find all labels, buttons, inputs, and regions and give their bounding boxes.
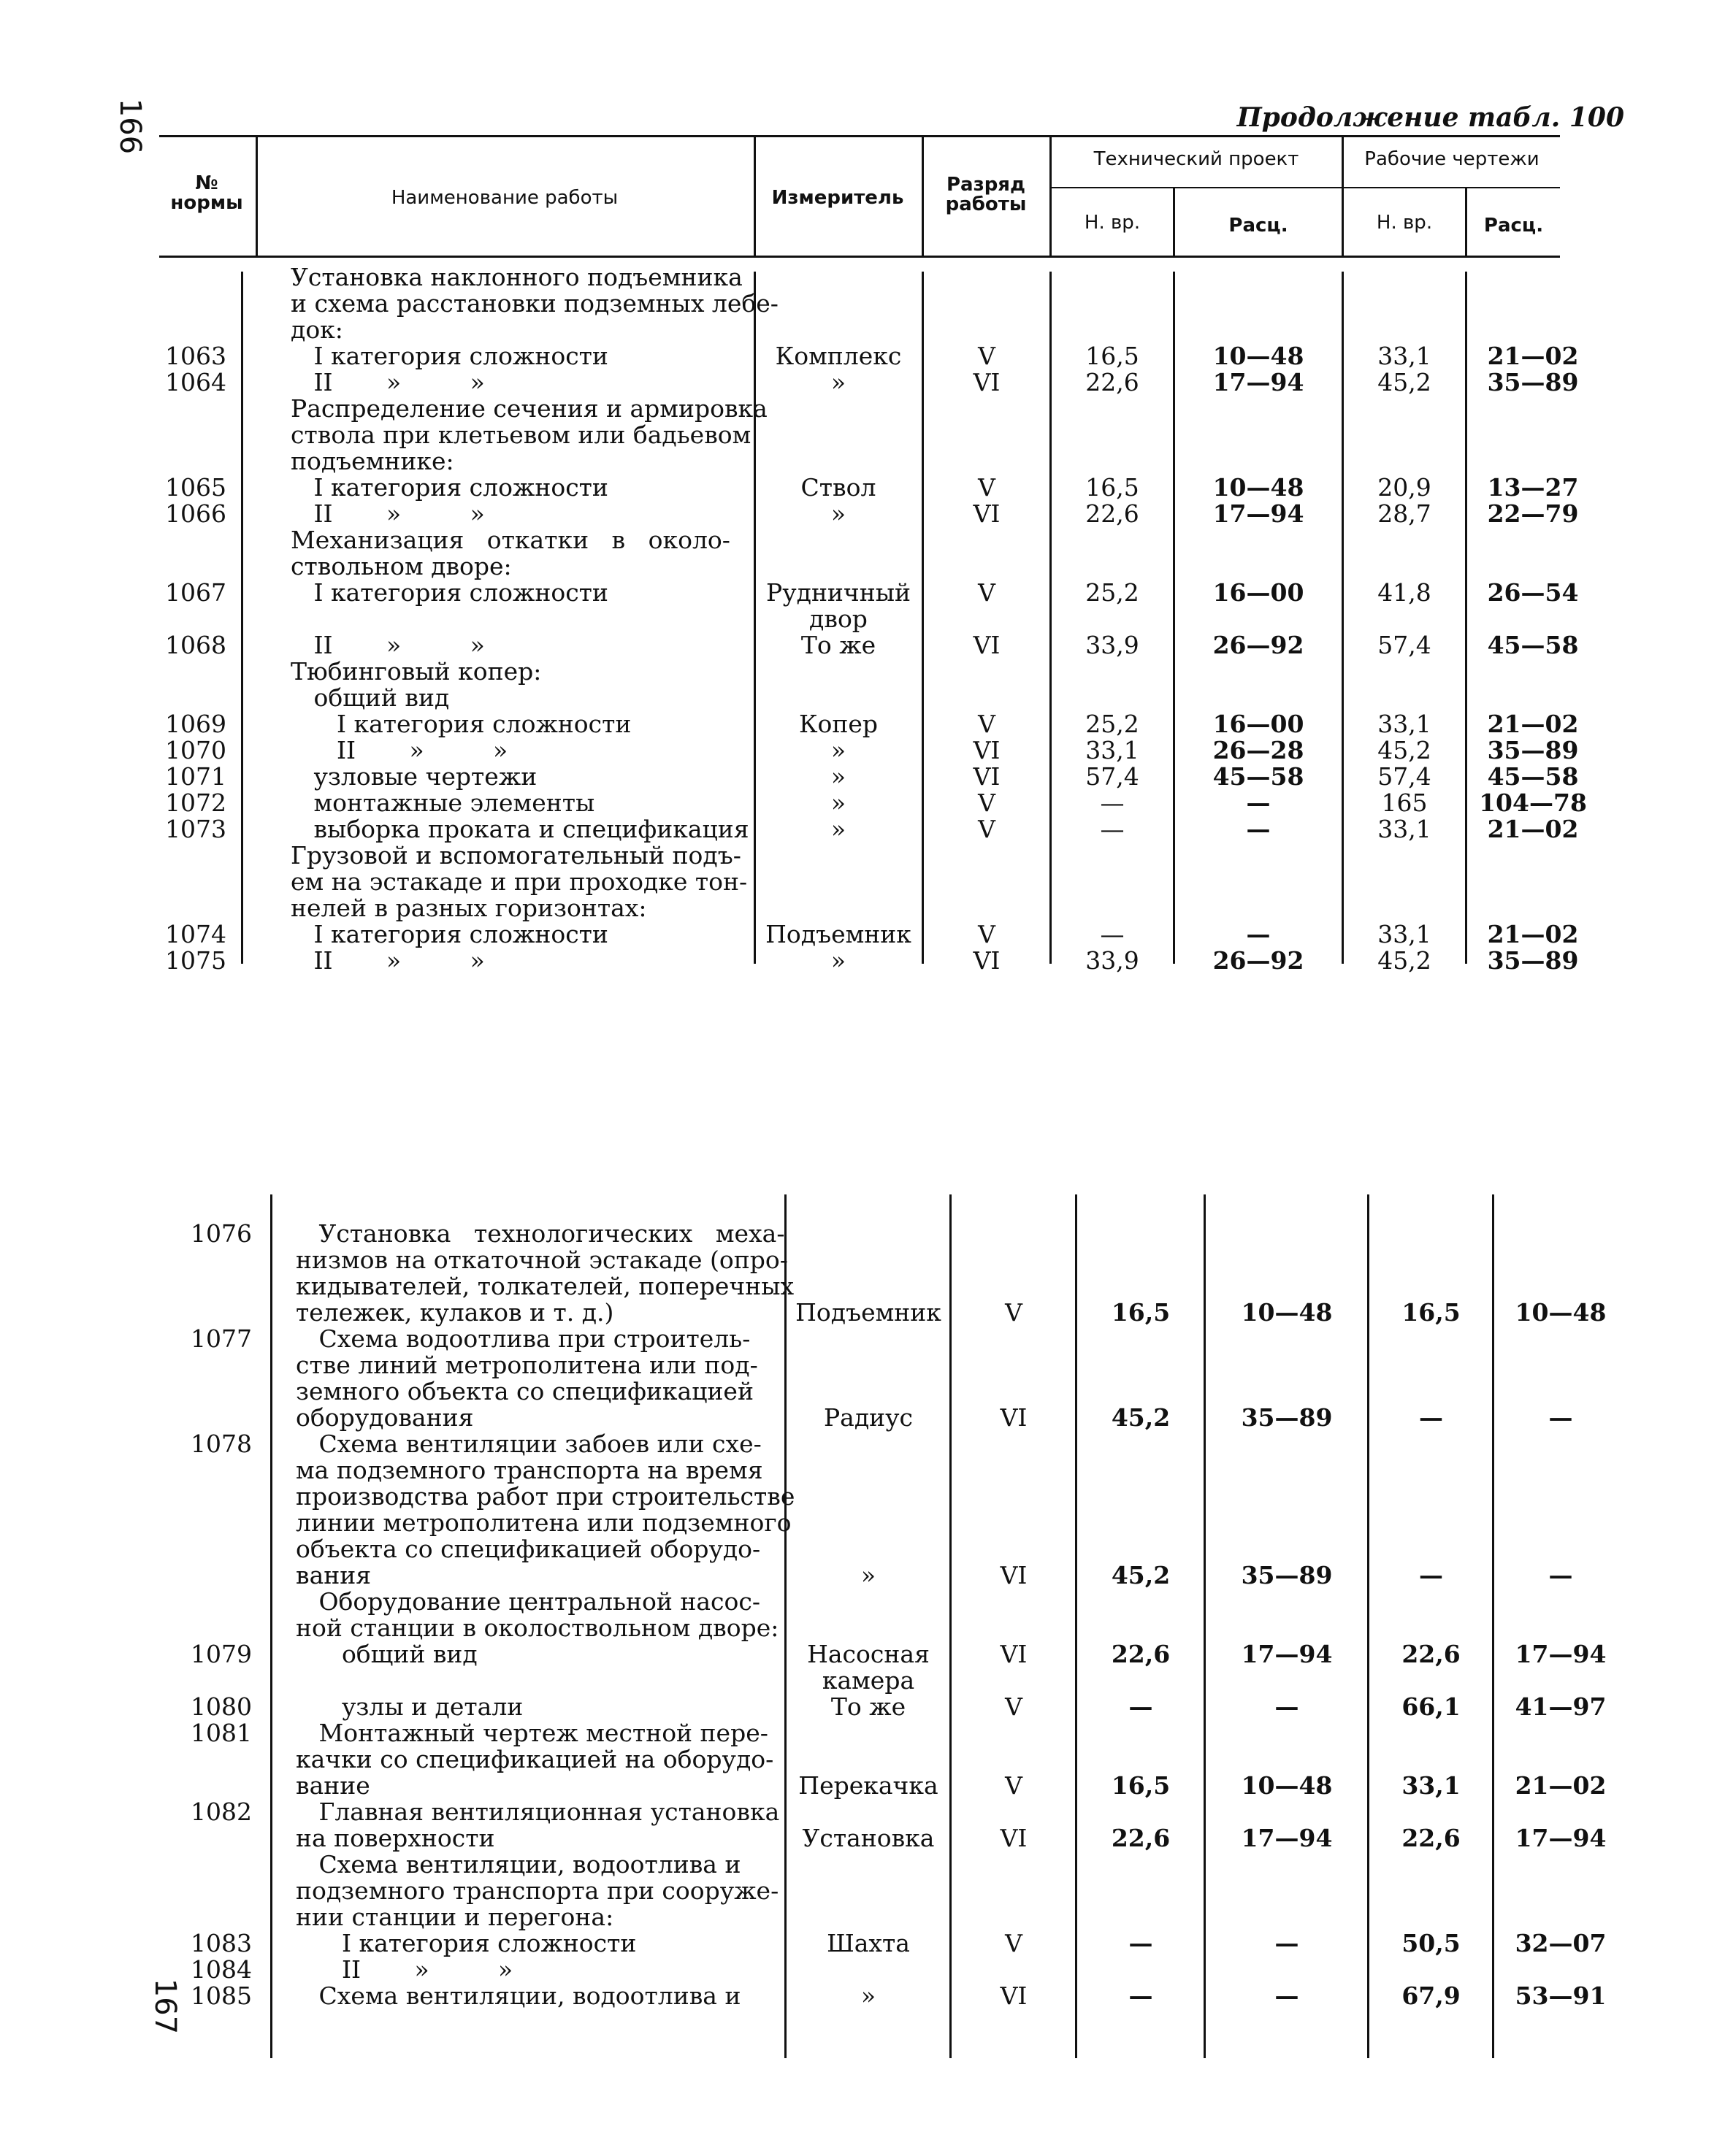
norm-number: 1076 [191, 1219, 252, 1248]
norm-number: 1064 [165, 368, 226, 396]
work-description-line: Механизация откатки в около- [291, 526, 730, 554]
tp-n-vr-cell: 16,5 [1111, 1771, 1171, 1800]
wd-rasc-cell: 17—94 [1515, 1824, 1607, 1852]
measure-cell: » [830, 789, 846, 817]
work-description-line: кидывателей, толкателей, поперечных [296, 1272, 795, 1300]
measure-cell: Рудничный двор [766, 578, 911, 633]
tp-n-vr-cell: 33,9 [1085, 631, 1139, 659]
measure-cell: » [860, 1982, 876, 2010]
wd-n-vr-cell: 33,1 [1377, 815, 1431, 843]
page-number-bottom: 167 [148, 1978, 183, 2035]
norm-number: 1071 [165, 762, 226, 791]
wd-n-vr-cell: 33,1 [1377, 920, 1431, 948]
wd-n-vr-cell: 41,8 [1377, 578, 1431, 607]
work-description-line: I категория сложности [291, 578, 608, 607]
measure-cell: То же [830, 1692, 906, 1721]
norm-number: 1082 [191, 1798, 252, 1826]
wd-n-vr-cell: 57,4 [1377, 762, 1431, 791]
work-description-line: Установка технологических меха- [296, 1219, 785, 1248]
tp-rasc-cell: 17—94 [1212, 499, 1304, 528]
wd-rasc-cell: 26—54 [1487, 578, 1579, 607]
tp-n-vr-cell: 45,2 [1111, 1403, 1171, 1432]
wd-n-vr-cell: 57,4 [1377, 631, 1431, 659]
wd-n-vr-cell: 22,6 [1401, 1824, 1461, 1852]
wd-n-vr-cell: 66,1 [1401, 1692, 1461, 1721]
tp-n-vr-cell: 22,6 [1085, 499, 1139, 528]
grade-cell: VI [1000, 1982, 1028, 2010]
measure-cell: Установка [802, 1824, 935, 1852]
wd-n-vr-cell: 45,2 [1377, 368, 1431, 396]
wd-n-vr-cell: 45,2 [1377, 946, 1431, 975]
work-description-line: Схема вентиляции, водоотлива и [296, 1982, 741, 2010]
wd-rasc-cell: 45—58 [1487, 762, 1579, 791]
work-description-line: I категория сложности [296, 1929, 637, 1957]
work-description-line: нелей в разных горизонтах: [291, 894, 647, 922]
work-description-line: подъемнике: [291, 447, 454, 475]
tp-rasc-cell: 26—92 [1212, 946, 1304, 975]
tp-n-vr-cell: 22,6 [1111, 1824, 1171, 1852]
norm-number: 1066 [165, 499, 226, 528]
measure-cell: То же [800, 631, 876, 659]
measure-cell: » [830, 736, 846, 764]
tp-rasc-cell: 10—48 [1212, 342, 1304, 370]
wd-rasc-cell: 21—02 [1515, 1771, 1607, 1800]
measure-cell: Насосная камера [807, 1640, 930, 1695]
wd-rasc-cell: 104—78 [1479, 789, 1587, 817]
wd-rasc-cell: 21—02 [1487, 342, 1579, 370]
tp-rasc-cell: 16—00 [1212, 578, 1304, 607]
wd-rasc-cell: 35—89 [1487, 946, 1579, 975]
grade-cell: VI [1000, 1561, 1028, 1589]
wd-n-vr-cell: 67,9 [1401, 1982, 1461, 2010]
work-description-line: ствола при клетьевом или бадьевом [291, 421, 751, 449]
header-work-name: Наименование работы [391, 187, 619, 209]
work-description-line: Тюбинговый копер: [291, 657, 542, 686]
header-tp-n-vr: Н. вр. [1084, 212, 1141, 234]
work-description-line: земного объекта со спецификацией [296, 1377, 754, 1405]
wd-n-vr-cell: 28,7 [1377, 499, 1431, 528]
work-description-line: узловые чертежи [291, 762, 538, 791]
wd-rasc-cell: — [1548, 1403, 1573, 1432]
grade-cell: V [1005, 1692, 1022, 1721]
grade-cell: V [978, 920, 995, 948]
measure-cell: Комплекс [775, 342, 902, 370]
grade-cell: V [978, 342, 995, 370]
tp-rasc-cell: 17—94 [1241, 1824, 1333, 1852]
tp-n-vr-cell: — [1100, 920, 1125, 948]
header-wd-rasc: Расц. [1483, 215, 1544, 237]
work-description-line: стве линий метрополитена или под- [296, 1351, 758, 1379]
work-description-line: Схема водоотлива при строитель- [296, 1324, 751, 1353]
norm-number: 1080 [191, 1692, 252, 1721]
work-description-line: Распределение сечения и армировка [291, 394, 768, 423]
work-description-line: узлы и детали [296, 1692, 524, 1721]
norm-number: 1072 [165, 789, 226, 817]
header-grade: Разряд работы [945, 174, 1027, 216]
work-description-line: Схема вентиляции, водоотлива и [296, 1850, 741, 1879]
work-description-line: подземного транспорта при сооруже- [296, 1876, 779, 1905]
tp-rasc-cell: 45—58 [1212, 762, 1304, 791]
work-description-line: II » » [291, 631, 485, 659]
grade-cell: VI [1000, 1824, 1028, 1852]
work-description-line: тележек, кулаков и т. д.) [296, 1298, 614, 1327]
work-description-line: выборка проката и спецификация [291, 815, 749, 843]
work-description-line: на поверхности [296, 1824, 495, 1852]
wd-rasc-cell: — [1548, 1561, 1573, 1589]
norm-number: 1067 [165, 578, 226, 607]
measure-cell: Копер [798, 710, 879, 738]
tp-n-vr-cell: 57,4 [1085, 762, 1139, 791]
wd-n-vr-cell: 50,5 [1401, 1929, 1461, 1957]
wd-rasc-cell: 22—79 [1487, 499, 1579, 528]
grade-cell: VI [1000, 1640, 1028, 1668]
norm-number: 1083 [191, 1929, 252, 1957]
wd-n-vr-cell: 33,1 [1377, 342, 1431, 370]
grade-cell: VI [973, 762, 1001, 791]
grade-cell: VI [973, 946, 1001, 975]
grade-cell: V [1005, 1298, 1022, 1327]
header-measure: Измеритель [771, 187, 904, 209]
page-number-top: 166 [113, 98, 148, 155]
norm-number: 1075 [165, 946, 226, 975]
work-description-line: общий вид [296, 1640, 478, 1668]
work-description-line: Главная вентиляционная установка [296, 1798, 780, 1826]
work-description-line: вание [296, 1771, 370, 1800]
wd-n-vr-cell: 16,5 [1401, 1298, 1461, 1327]
work-description-line: Оборудование центральной насос- [296, 1587, 760, 1616]
tp-n-vr-cell: 25,2 [1085, 578, 1139, 607]
grade-cell: VI [1000, 1403, 1028, 1432]
tp-n-vr-cell: 22,6 [1111, 1640, 1171, 1668]
tp-n-vr-cell: — [1128, 1982, 1153, 2010]
wd-rasc-cell: 21—02 [1487, 920, 1579, 948]
tp-n-vr-cell: — [1128, 1692, 1153, 1721]
wd-rasc-cell: 45—58 [1487, 631, 1579, 659]
grade-cell: V [1005, 1771, 1022, 1800]
measure-cell: Радиус [823, 1403, 914, 1432]
header-norm-no: № нормы [170, 172, 243, 215]
tp-rasc-cell: — [1246, 789, 1271, 817]
work-description-line: I категория сложности [291, 920, 608, 948]
work-description-line: Схема вентиляции забоев или схе- [296, 1430, 762, 1458]
tp-rasc-cell: 35—89 [1241, 1403, 1333, 1432]
wd-rasc-cell: 13—27 [1487, 473, 1579, 502]
tp-rasc-cell: 10—48 [1241, 1771, 1333, 1800]
tp-n-vr-cell: 16,5 [1085, 473, 1139, 502]
tp-rasc-cell: 10—48 [1241, 1298, 1333, 1327]
tp-n-vr-cell: 16,5 [1085, 342, 1139, 370]
measure-cell: » [830, 499, 846, 528]
norm-number: 1065 [165, 473, 226, 502]
tp-n-vr-cell: 45,2 [1111, 1561, 1171, 1589]
work-description-line: нии станции и перегона: [296, 1903, 614, 1931]
tp-rasc-cell: 26—28 [1212, 736, 1304, 764]
work-description-line: монтажные элементы [291, 789, 595, 817]
tp-n-vr-cell: 22,6 [1085, 368, 1139, 396]
measure-cell: Перекачка [798, 1771, 938, 1800]
tp-n-vr-cell: 33,1 [1085, 736, 1139, 764]
measure-cell: » [830, 946, 846, 975]
tp-n-vr-cell: 33,9 [1085, 946, 1139, 975]
measure-cell: » [830, 368, 846, 396]
wd-rasc-cell: 17—94 [1515, 1640, 1607, 1668]
wd-n-vr-cell: 165 [1381, 789, 1428, 817]
tp-n-vr-cell: 25,2 [1085, 710, 1139, 738]
norm-number: 1078 [191, 1430, 252, 1458]
wd-n-vr-cell: 33,1 [1377, 710, 1431, 738]
norm-number: 1069 [165, 710, 226, 738]
tp-rasc-cell: — [1246, 920, 1271, 948]
header-working-drawings: Рабочие чертежи [1364, 148, 1540, 170]
tp-rasc-cell: — [1274, 1692, 1299, 1721]
tp-rasc-cell: 35—89 [1241, 1561, 1333, 1589]
header-tech-project: Технический проект [1093, 148, 1299, 170]
norm-number: 1079 [191, 1640, 252, 1668]
norm-number: 1085 [191, 1982, 252, 2010]
wd-rasc-cell: 21—02 [1487, 815, 1579, 843]
tp-rasc-cell: — [1246, 815, 1271, 843]
tp-rasc-cell: 26—92 [1212, 631, 1304, 659]
work-description-line: и схема расстановки подземных лебе- [291, 289, 779, 318]
wd-n-vr-cell: 20,9 [1377, 473, 1431, 502]
measure-cell: Подъемник [765, 920, 911, 948]
wd-n-vr-cell: — [1419, 1403, 1443, 1432]
work-description-line: Грузовой и вспомогательный подъ- [291, 841, 741, 870]
tp-rasc-cell: 17—94 [1241, 1640, 1333, 1668]
work-description-line: линии метрополитена или подземного [296, 1508, 792, 1537]
tp-n-vr-cell: — [1100, 815, 1125, 843]
work-description-line: ем на эстакаде и при проходке тон- [291, 867, 748, 896]
wd-n-vr-cell: — [1419, 1561, 1443, 1589]
measure-cell: Шахта [827, 1929, 910, 1957]
grade-cell: VI [973, 736, 1001, 764]
wd-rasc-cell: 35—89 [1487, 736, 1579, 764]
grade-cell: V [978, 473, 995, 502]
wd-n-vr-cell: 45,2 [1377, 736, 1431, 764]
norm-number: 1077 [191, 1324, 252, 1353]
measure-cell: » [860, 1561, 876, 1589]
work-description-line: качки со спецификацией на оборудо- [296, 1745, 774, 1773]
wd-rasc-cell: 32—07 [1515, 1929, 1607, 1957]
grade-cell: V [1005, 1929, 1022, 1957]
grade-cell: VI [973, 499, 1001, 528]
tp-n-vr-cell: — [1128, 1929, 1153, 1957]
work-description-line: низмов на откаточной эстакаде (опро- [296, 1246, 788, 1274]
tp-rasc-cell: — [1274, 1982, 1299, 2010]
tp-n-vr-cell: 16,5 [1111, 1298, 1171, 1327]
work-description-line: II » » [296, 1955, 513, 1984]
work-description-line: Установка наклонного подъемника [291, 263, 743, 291]
work-description-line: объекта со спецификацией оборудо- [296, 1535, 761, 1563]
tp-rasc-cell: 16—00 [1212, 710, 1304, 738]
work-description-line: II » » [291, 736, 508, 764]
work-description-line: II » » [291, 368, 485, 396]
grade-cell: VI [973, 368, 1001, 396]
tp-rasc-cell: 17—94 [1212, 368, 1304, 396]
grade-cell: V [978, 710, 995, 738]
tp-rasc-cell: — [1274, 1929, 1299, 1957]
work-description-line: док: [291, 315, 343, 344]
measure-cell: » [830, 815, 846, 843]
tp-n-vr-cell: — [1100, 789, 1125, 817]
norm-number: 1084 [191, 1955, 252, 1984]
measure-cell: Подъемник [795, 1298, 941, 1327]
measure-cell: » [830, 762, 846, 791]
work-description-line: I категория сложности [291, 710, 632, 738]
norm-number: 1073 [165, 815, 226, 843]
grade-cell: V [978, 789, 995, 817]
measure-cell: Ствол [800, 473, 876, 502]
table-continuation-title: Продолжение табл. 100 [1236, 102, 1624, 133]
wd-n-vr-cell: 22,6 [1401, 1640, 1461, 1668]
wd-rasc-cell: 35—89 [1487, 368, 1579, 396]
work-description-line: II » » [291, 499, 485, 528]
work-description-line: ной станции в околоствольном дворе: [296, 1614, 779, 1642]
header-wd-n-vr: Н. вр. [1376, 212, 1433, 234]
work-description-line: производства работ при строительстве [296, 1482, 795, 1511]
norm-number: 1070 [165, 736, 226, 764]
work-description-line: Монтажный чертеж местной пере- [296, 1719, 768, 1747]
wd-n-vr-cell: 33,1 [1401, 1771, 1461, 1800]
work-description-line: вания [296, 1561, 372, 1589]
grade-cell: V [978, 815, 995, 843]
work-description-line: I категория сложности [291, 473, 608, 502]
tp-rasc-cell: 10—48 [1212, 473, 1304, 502]
grade-cell: V [978, 578, 995, 607]
wd-rasc-cell: 53—91 [1515, 1982, 1607, 2010]
work-description-line: общий вид [291, 683, 450, 712]
norm-number: 1081 [191, 1719, 252, 1747]
work-description-line: II » » [291, 946, 485, 975]
header-tp-rasc: Расц. [1228, 215, 1288, 237]
wd-rasc-cell: 21—02 [1487, 710, 1579, 738]
norm-number: 1068 [165, 631, 226, 659]
work-description-line: оборудования [296, 1403, 474, 1432]
work-description-line: ма подземного транспорта на время [296, 1456, 763, 1484]
grade-cell: VI [973, 631, 1001, 659]
norm-number: 1074 [165, 920, 226, 948]
wd-rasc-cell: 41—97 [1515, 1692, 1607, 1721]
work-description-line: I категория сложности [291, 342, 608, 370]
wd-rasc-cell: 10—48 [1515, 1298, 1607, 1327]
norm-number: 1063 [165, 342, 226, 370]
work-description-line: ствольном дворе: [291, 552, 512, 580]
